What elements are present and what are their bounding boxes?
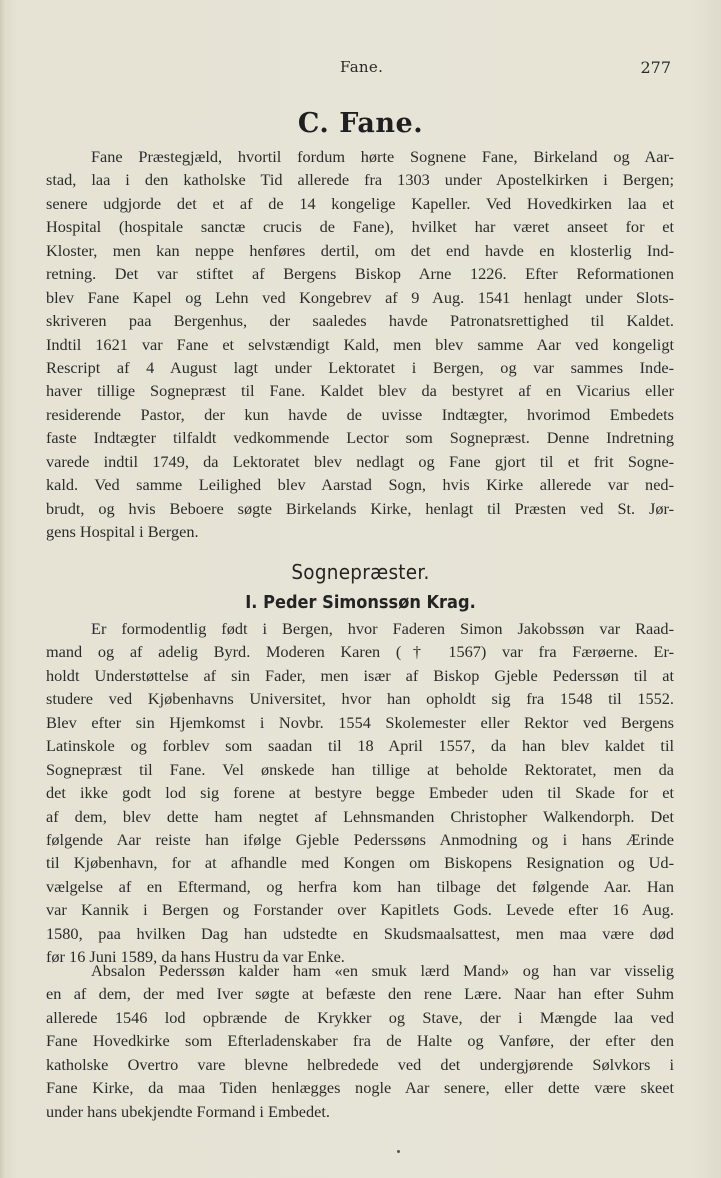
intro-paragraph (46, 145, 674, 543)
text-line: var Kannik i Bergen og Forstander over Kapitlets Gods. Levede efter 16 Aug. (46, 900, 674, 920)
text-line: kald. Ved samme Leilighed blev Aarstad Sogn, hvis Kirke allerede var ned- (46, 475, 674, 495)
text-line: katholske Overtro vare blevne helbredede ved det undergjørende Sølvkors i (46, 1054, 674, 1074)
text-line: Latinskole og forblev som saadan til 18 April 1557, da han blev kaldet til (46, 736, 674, 756)
text-line: før 16 Juni 1589, da hans Hustru da var Enke. (46, 947, 345, 967)
biography-paragraph-1 (46, 617, 674, 969)
text-line: en af dem, der med Iver søgte at befæste den rene Lære. Naar han efter Suhm (46, 984, 674, 1004)
text-line: studere ved Kjøbenhavns Universitet, hvor han opholdt sig fra 1548 til 1552. (46, 689, 674, 709)
text-line: gens Hospital i Bergen. (46, 522, 199, 541)
text-line: residerende Pastor, der kun havde de uvisse Indtægter, hvorimod Embedets (46, 404, 674, 424)
text-line: 1580, paa hvilken Dag han udstedte en Skudsmaalsattest, men maa være død (46, 923, 674, 943)
page-number: 277 (640, 58, 671, 77)
text-line: det ikke godt lod sig forene at bestyre begge Embeder uden til Skade for et (46, 783, 674, 803)
text-line: holdt Understøttelse af sin Fader, men især af Biskop Gjeble Pederssøn til at (46, 665, 674, 685)
text-line: Hospital (hospitale sanctæ crucis de Fane), hvilket har været anseet for et (46, 217, 674, 237)
text-line: Rescript af 4 August lagt under Lektoratet i Bergen, og var sammes Inde- (46, 357, 674, 377)
text-line: under hans ubekjendte Formand i Embedet. (46, 1101, 330, 1121)
entry-heading: I. Peder Simonssøn Krag. (245, 592, 476, 613)
section-heading: C. Fane. (297, 108, 424, 139)
text-line: af dem, blev dette ham negtet af Lehnsmanden Christopher Walkendorph. Det (46, 806, 674, 826)
text-line: retning. Det var stiftet af Bergens Biskop Arne 1226. Efter Reformationen (46, 264, 674, 284)
text-line: faste Indtægter tilfaldt vedkommende Lector som Sognepræst. Denne Indretning (46, 428, 674, 448)
text-line: til Kjøbenhavn, for at afhandle med Kongen om Biskopens Resignation og Ud- (46, 853, 674, 873)
text-line: Kloster, men kan neppe henføres dertil, om det end havde en klosterlig Ind- (46, 240, 674, 260)
page-spine-shadow (0, 0, 6, 1178)
text-line: brudt, og hvis Beboere søgte Birkelands Kirke, henlagt til Præsten ved St. Jør- (46, 498, 674, 518)
text-line: Er formodentlig født i Bergen, hvor Faderen Simon Jakobssøn var Raad- (91, 619, 674, 638)
text-line: Fane Hovedkirke som Efterladenskaber fra de Halte og Vanføre, der efter den (46, 1031, 674, 1051)
running-head (0, 58, 721, 82)
text-line: stad, laa i den katholske Tid allerede fra 1303 under Apostelkirken i Bergen; (46, 170, 674, 190)
text-line: skriveren paa Bergenhus, der saaledes havde Patronatsrettighed til Kaldet. (46, 311, 674, 331)
text-line: mand og af adelig Byrd. Moderen Karen († 1567) var fra Færøerne. Er- (46, 642, 674, 662)
biography-paragraph-2 (46, 959, 674, 1123)
text-line: Fane Kirke, da maa Tiden henlægges nogle Aar senere, eller dette være skeet (46, 1078, 674, 1098)
text-line: allerede 1546 lod opbrænde de Krykker og Stave, der i Mængde laa ved (46, 1007, 674, 1027)
text-line: Fane Præstegjæld, hvortil fordum hørte Sognene Fane, Birkeland og Aar- (91, 147, 674, 166)
text-line: Blev efter sin Hjemkomst i Novbr. 1554 Skolemester eller Rektor ved Bergens (46, 712, 674, 732)
text-line: Absalon Pederssøn kalder ham «en smuk lærd Mand» og han var visselig (91, 961, 674, 980)
sogneprester-heading: Sognepræster. (291, 560, 430, 584)
text-line: haver tillige Sognepræst til Fane. Kaldet blev da bestyret af en Vicarius eller (46, 381, 674, 401)
text-line: Sognepræst til Fane. Vel ønskede han tillige at beholde Rektoratet, men da (46, 759, 674, 779)
print-speck (397, 1150, 400, 1153)
text-line: senere udgjorde det et af de 14 kongelige Kapeller. Ved Hovedkirken laa et (46, 193, 674, 213)
running-title: Fane. (340, 58, 384, 76)
text-line: følgende Aar reiste han ifølge Gjeble Pederssøns Anmodning og i hans Ærinde (46, 829, 674, 849)
text-line: vælgelse af en Eftermand, og herfra kom han tilbage det følgende Aar. Han (46, 876, 674, 896)
text-line: Indtil 1621 var Fane et selvstændigt Kald, men blev samme Aar ved kongeligt (46, 334, 674, 354)
text-line: blev Fane Kapel og Lehn ved Kongebrev af 9 Aug. 1541 henlagt under Slots- (46, 287, 674, 307)
text-line: varede indtil 1749, da Lektoratet blev nedlagt og Fane gjort til et frit Sogne- (46, 451, 674, 471)
